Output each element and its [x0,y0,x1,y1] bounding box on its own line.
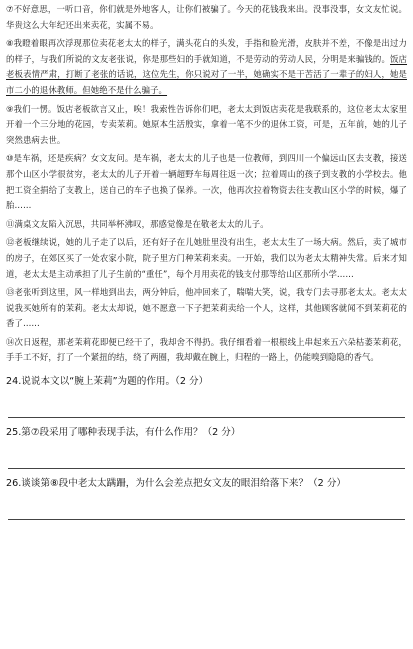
paragraph-13: ⑬老张听到这里，风一样地到出去，两分钟后，他冲回来了，喘喘大笑，说，我专门去寻那老太太。老太太说我买她所有的茉莉。老太太却说，她不愿意一下子把茉莉卖给一个人，这样，其他顾客就闻不到茉莉花的香了…… [6,287,407,329]
paragraph-7: ⑦不好意思，一听口音，你们就是外地客人，让你们被骗了。今天的花钱我来出。没事没事，女文友忙说。华贵这么大年纪还出来卖花，实属不易。 [6,4,407,30]
paragraph-9: ⑨我们一愣。饭店老板欲言又止，唉！我索性告诉你们吧，老太太到饭店卖花是我联系的，这位老太太家里开着一个三分地的花园，专卖茉莉。她原本生活殷实，拿着一笔不少的退休工资，可是，五年前，她的儿子突然患病去世。 [6,103,407,145]
paragraph-11: ⑪满桌文友陷入沉思，共同举杯沸叹，那感觉像是在敬老太太的儿子。 [6,218,269,229]
question-25: 25.第⑦段采用了哪种表现手法，有什么作用？（2 分） [6,427,241,439]
paragraph-8-text: ⑧我瞪着眼再次浮现那位卖花老太太的样子，满头花白的头发，手指和脸光滑，皮肤并不差，不像是出过力的样子，与我们所说的文友老张说，你是那些妇的手就知道，不是劳动的劳动人民，分明是来骗钱的。 [6,38,407,64]
question-26: 26.谈谈第⑧段中老太太蹒跚，为什么会差点把女文友的眼泪给落下来？（2 分） [6,478,347,490]
paragraph-10: ⑩是车祸，还是疾病？女文友问。是车祸，老太太的儿子也是一位教师，到四川一个偏远山区去支教，接送那个山区小学很贫穷，老太太的儿子开着一辆超野车每周往返一次；拉着周山的孩子到支教的小学校去。他把工资全捐给了支教上，送自己的车子也换了保养。一次，他再次拉着物资去往支教山区小学的时候，爆了胎…… [6,153,407,211]
paragraph-12: ⑫老板继续说，她的儿子走了以后，还有好子在儿她肚里没有出生，老太太生了一场大病。然后，卖了城市的房子，在郊区买了一处农家小院，院子里方门种茉莉来卖。一开始，我们以为老太太精神失常。后来才知道，老太太是主动承担了儿子生前的“重任”，每个月用卖花的钱支付那等给山区那所小学…… [6,237,407,279]
question-24: 24.说说本文以“腕上茉莉”为题的作用。（2 分） [6,376,209,388]
paragraph-8 [6,36,407,98]
paragraph-14: ⑭次日返程，那老茉莉花即便已经干了，我却舍不得扔。我仔细看着一根根线上串起来五六朵枯萎茉莉花，手手工不好，打了一个紧扭的结，绕了两圈，我却戴在腕上，归程的一路上，仍能嗅到隐隐的香气。 [6,336,407,363]
paragraph-8-underlined: 饭店老板表情严肃，打断了老张的话说，这位先生，你只说对了一半，她确实不是干苦活了一辈子的妇人，她是市二小的退休教师。但她绝不是什么骗子。 [6,53,408,95]
answer-line-26[interactable] [8,519,405,520]
